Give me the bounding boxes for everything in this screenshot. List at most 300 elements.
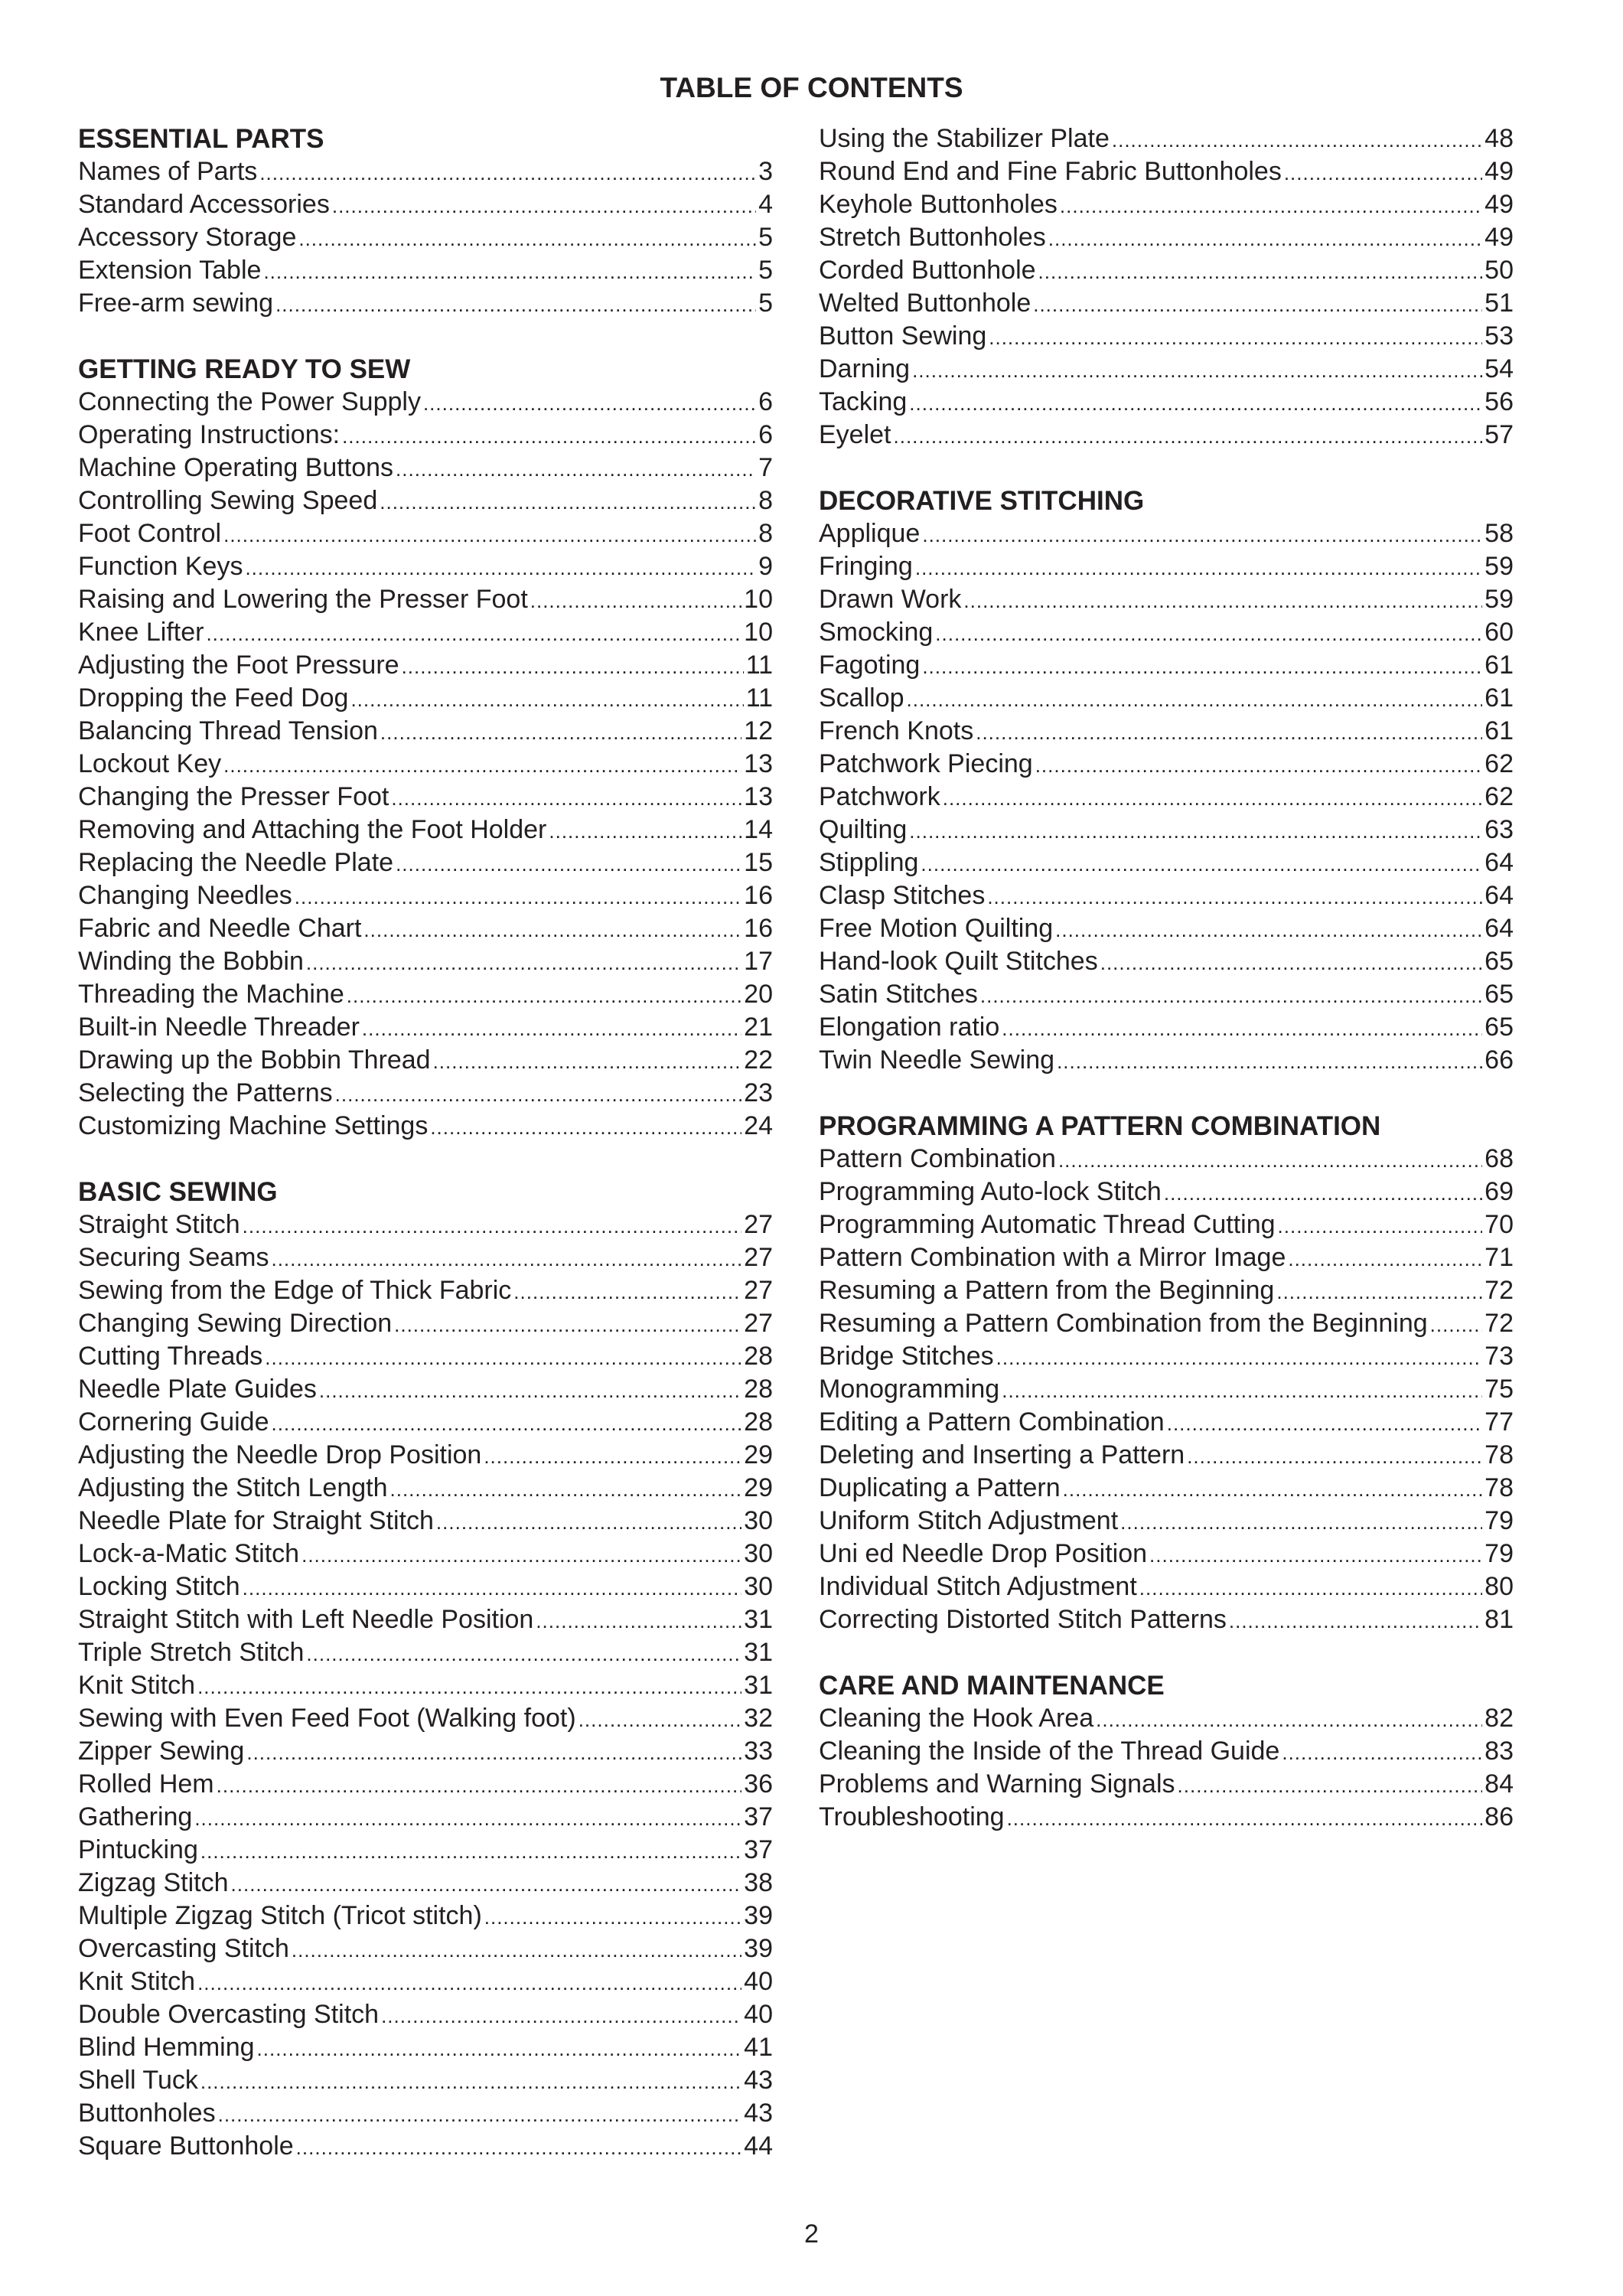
toc-entry	[78, 2064, 773, 2097]
toc-entry-title: Names of Parts	[78, 157, 258, 186]
dot-leader	[1038, 256, 1483, 289]
toc-entry	[819, 912, 1514, 945]
dot-leader	[246, 1737, 741, 1769]
dot-leader	[206, 618, 741, 651]
dot-leader	[271, 1243, 741, 1276]
toc-entry-title: Operating Instructions:	[78, 420, 341, 449]
toc-entry-page: 28	[744, 1375, 773, 1404]
toc-entry	[78, 550, 773, 583]
toc-entry-page: 29	[744, 1473, 773, 1502]
toc-entry	[78, 978, 773, 1011]
toc-entry-title: Free Motion Quilting	[819, 914, 1054, 943]
toc-entry-page: 13	[744, 749, 773, 778]
toc-right-column	[819, 122, 1514, 1867]
dot-leader	[549, 815, 741, 848]
toc-entry-title: Square Buttonhole	[78, 2131, 294, 2161]
dot-leader	[1167, 1407, 1482, 1440]
toc-entry-title: Clasp Stitches	[819, 881, 986, 910]
toc-entry-title: Fagoting	[819, 651, 921, 680]
dot-leader	[362, 1013, 741, 1045]
toc-entry-page: 50	[1484, 256, 1514, 285]
toc-entry	[78, 2097, 773, 2130]
toc-entry	[78, 1011, 773, 1044]
dot-leader	[921, 848, 1482, 881]
toc-entry-page: 39	[744, 1934, 773, 1963]
dot-leader	[306, 947, 741, 980]
toc-entry-title: Problems and Warning Signals	[819, 1769, 1175, 1799]
toc-entry-page: 54	[1484, 354, 1514, 383]
toc-entry	[819, 122, 1514, 155]
dot-leader	[298, 223, 756, 256]
toc-entry	[78, 1538, 773, 1570]
toc-entry-title: Cornering Guide	[78, 1407, 269, 1437]
toc-entry-page: 8	[758, 519, 773, 548]
toc-entry-page: 44	[744, 2131, 773, 2161]
toc-entry-title: Double Overcasting Stitch	[78, 2000, 380, 2029]
toc-entry	[819, 287, 1514, 320]
toc-entry	[78, 1307, 773, 1340]
dot-leader	[513, 1276, 741, 1309]
toc-entry	[78, 2130, 773, 2163]
toc-entry-title: Built-in Needle Threader	[78, 1013, 360, 1042]
dot-leader	[223, 519, 756, 552]
dot-leader	[381, 2000, 741, 2033]
toc-entry	[819, 188, 1514, 221]
dot-leader	[275, 289, 756, 321]
toc-entry	[78, 287, 773, 320]
toc-entry-page: 57	[1484, 420, 1514, 449]
toc-entry-title: Correcting Distorted Stitch Patterns	[819, 1605, 1227, 1634]
toc-entry	[819, 1044, 1514, 1077]
toc-entry	[819, 1702, 1514, 1735]
dot-leader	[197, 1671, 741, 1704]
toc-entry-page: 72	[1484, 1276, 1514, 1305]
dot-leader	[536, 1605, 741, 1638]
toc-entry-page: 5	[758, 289, 773, 318]
toc-entry-page: 27	[744, 1276, 773, 1305]
dot-leader	[394, 1309, 741, 1342]
dot-leader	[1288, 1243, 1482, 1276]
dot-leader	[1120, 1506, 1482, 1539]
toc-left-column	[78, 122, 773, 2196]
toc-entry-page: 80	[1484, 1572, 1514, 1601]
dot-leader	[1033, 289, 1482, 321]
dot-leader	[295, 881, 741, 914]
toc-entry	[819, 1011, 1514, 1044]
toc-entry-page: 62	[1484, 749, 1514, 778]
toc-entry-page: 51	[1484, 289, 1514, 318]
dot-leader	[243, 1210, 742, 1243]
toc-entry-page: 8	[758, 486, 773, 515]
toc-entry-title: Blind Hemming	[78, 2033, 255, 2062]
dot-leader	[296, 2131, 742, 2164]
dot-leader	[1164, 1177, 1482, 1210]
toc-entry-page: 43	[744, 2066, 773, 2095]
dot-leader	[1057, 1045, 1482, 1078]
toc-entry	[819, 254, 1514, 287]
dot-leader	[265, 1342, 741, 1375]
dot-leader	[433, 1045, 742, 1078]
dot-leader	[1002, 1375, 1482, 1407]
toc-entry-page: 75	[1484, 1375, 1514, 1404]
toc-entry-title: Stretch Buttonholes	[819, 223, 1046, 252]
dot-leader	[231, 1868, 742, 1901]
toc-entry-page: 48	[1484, 124, 1514, 153]
toc-entry	[819, 1274, 1514, 1307]
toc-entry-title: Customizing Machine Settings	[78, 1111, 429, 1140]
dot-leader	[1048, 223, 1482, 256]
toc-entry	[819, 353, 1514, 386]
toc-entry-title: Connecting the Power Supply	[78, 387, 421, 416]
dot-leader	[402, 651, 744, 683]
toc-entry-page: 39	[744, 1901, 773, 1930]
toc-entry-title: Fabric and Needle Chart	[78, 914, 362, 943]
toc-entry	[819, 1538, 1514, 1570]
section-heading: BASIC SEWING	[78, 1177, 278, 1207]
toc-entry-title: Pattern Combination	[819, 1144, 1056, 1173]
dot-leader	[912, 354, 1482, 387]
dot-leader	[223, 749, 741, 782]
dot-leader	[1430, 1309, 1483, 1342]
toc-entry-page: 73	[1484, 1342, 1514, 1371]
toc-entry-title: Zipper Sewing	[78, 1737, 245, 1766]
toc-entry	[78, 254, 773, 287]
toc-entry-page: 43	[744, 2099, 773, 2128]
toc-entry-title: Dropping the Feed Dog	[78, 683, 349, 713]
dot-leader	[396, 453, 756, 486]
dot-leader	[200, 2066, 741, 2099]
toc-entry-title: Lock-a-Matic Stitch	[78, 1539, 300, 1568]
toc-entry	[78, 682, 773, 715]
toc-entry	[819, 1143, 1514, 1176]
toc-entry-page: 71	[1484, 1243, 1514, 1272]
toc-entry	[819, 221, 1514, 254]
dot-leader	[996, 1342, 1483, 1375]
toc-entry-title: Securing Seams	[78, 1243, 269, 1272]
dot-leader	[301, 1539, 741, 1572]
toc-entry-title: Balancing Thread Tension	[78, 716, 378, 745]
toc-entry-page: 11	[745, 651, 773, 680]
dot-leader	[943, 782, 1482, 815]
toc-entry	[78, 1472, 773, 1505]
dot-leader	[922, 519, 1482, 552]
toc-entry	[819, 682, 1514, 715]
dot-leader	[350, 683, 743, 716]
toc-entry	[819, 879, 1514, 912]
toc-entry-title: Changing the Presser Foot	[78, 782, 389, 811]
toc-entry	[819, 1208, 1514, 1241]
toc-entry-page: 15	[744, 848, 773, 877]
toc-entry	[78, 1570, 773, 1603]
toc-entry-page: 49	[1484, 223, 1514, 252]
toc-entry	[819, 748, 1514, 781]
toc-entry	[78, 945, 773, 978]
toc-entry-title: Editing a Pattern Combination	[819, 1407, 1165, 1437]
toc-entry-title: Straight Stitch with Left Needle Position	[78, 1605, 534, 1634]
dot-leader	[909, 815, 1482, 848]
toc-entry-title: Knit Stitch	[78, 1967, 196, 1996]
toc-entry-page: 72	[1484, 1309, 1514, 1338]
toc-entry-page: 86	[1484, 1802, 1514, 1831]
toc-entry	[78, 1110, 773, 1143]
toc-entry-page: 28	[744, 1407, 773, 1437]
toc-entry-title: Foot Control	[78, 519, 222, 548]
toc-entry-title: Needle Plate Guides	[78, 1375, 317, 1404]
toc-entry-page: 31	[744, 1671, 773, 1700]
toc-entry-title: Pintucking	[78, 1835, 198, 1864]
dot-leader	[1282, 1737, 1482, 1769]
toc-entry-page: 60	[1484, 618, 1514, 647]
dot-leader	[980, 980, 1482, 1013]
toc-entry-title: Button Sewing	[819, 321, 987, 351]
toc-entry	[78, 1702, 773, 1735]
toc-entry-title: Stippling	[819, 848, 919, 877]
dot-leader	[245, 552, 756, 585]
toc-entry-page: 61	[1484, 716, 1514, 745]
toc-entry-page: 56	[1484, 387, 1514, 416]
toc-entry	[819, 386, 1514, 419]
page-number: 2	[804, 2219, 819, 2249]
dot-leader	[259, 157, 756, 190]
toc-entry-page: 16	[744, 914, 773, 943]
page-title: TABLE OF CONTENTS	[660, 72, 963, 103]
toc-entry-title: Smocking	[819, 618, 934, 647]
toc-entry-page: 30	[744, 1506, 773, 1535]
dot-leader	[390, 1473, 742, 1506]
dot-leader	[257, 2033, 742, 2066]
dot-leader	[1058, 1144, 1482, 1177]
dot-leader	[484, 1440, 741, 1473]
toc-entry	[819, 320, 1514, 353]
toc-entry	[819, 1241, 1514, 1274]
toc-entry-page: 62	[1484, 782, 1514, 811]
toc-entry	[78, 1965, 773, 1998]
toc-entry-title: Twin Needle Sewing	[819, 1045, 1055, 1075]
section-heading: ESSENTIAL PARTS	[78, 124, 324, 154]
toc-entry	[78, 1867, 773, 1900]
section-heading: DECORATIVE STITCHING	[819, 486, 1145, 516]
toc-entry-title: Shell Tuck	[78, 2066, 198, 2095]
dot-leader	[430, 1111, 741, 1144]
toc-entry-title: Fringing	[819, 552, 913, 581]
dot-leader	[1178, 1769, 1483, 1802]
toc-entry-title: Triple Stretch Stitch	[78, 1638, 305, 1667]
dot-leader	[1112, 124, 1482, 157]
toc-entry-title: Zigzag Stitch	[78, 1868, 229, 1897]
toc-entry-page: 53	[1484, 321, 1514, 351]
toc-entry-title: Selecting the Patterns	[78, 1078, 333, 1107]
toc-entry-page: 78	[1484, 1440, 1514, 1469]
toc-entry-title: Individual Stitch Adjustment	[819, 1572, 1137, 1601]
dot-leader	[363, 914, 741, 947]
toc-entry-title: Bridge Stitches	[819, 1342, 994, 1371]
toc-entry	[819, 649, 1514, 682]
toc-section-decorative-stitching	[819, 484, 1514, 1077]
toc-entry-page: 38	[744, 1868, 773, 1897]
toc-entry	[78, 1044, 773, 1077]
toc-entry	[78, 1241, 773, 1274]
toc-entry-title: Locking Stitch	[78, 1572, 240, 1601]
toc-entry-title: Resuming a Pattern Combination from the Beginning	[819, 1309, 1428, 1338]
toc-entry-list	[819, 122, 1514, 452]
dot-leader	[915, 552, 1482, 585]
toc-entry-title: Extension Table	[78, 256, 262, 285]
toc-entry-page: 70	[1484, 1210, 1514, 1239]
toc-entry-title: Resuming a Pattern from the Beginning	[819, 1276, 1275, 1305]
toc-entry	[819, 1373, 1514, 1406]
toc-entry-title: Tacking	[819, 387, 908, 416]
toc-entry-page: 59	[1484, 552, 1514, 581]
toc-section-care-and-maintenance	[819, 1669, 1514, 1834]
toc-entry	[78, 1735, 773, 1768]
toc-entry	[78, 715, 773, 748]
toc-entry-title: Drawn Work	[819, 585, 962, 614]
toc-entry-page: 64	[1484, 914, 1514, 943]
toc-entry-title: Welted Buttonhole	[819, 289, 1031, 318]
toc-entry-title: Changing Needles	[78, 881, 292, 910]
toc-entry	[78, 912, 773, 945]
toc-entry	[78, 1406, 773, 1439]
dot-leader	[1035, 749, 1482, 782]
dot-leader	[306, 1638, 741, 1671]
toc-entry	[78, 221, 773, 254]
toc-entry	[819, 1307, 1514, 1340]
toc-entry-page: 31	[744, 1638, 773, 1667]
toc-entry	[78, 2031, 773, 2064]
dot-leader	[197, 1967, 741, 2000]
toc-entry-list	[78, 1208, 773, 2163]
toc-entry	[819, 1735, 1514, 1768]
dot-leader	[1276, 1276, 1482, 1309]
toc-entry-title: Cleaning the Hook Area	[819, 1704, 1094, 1733]
dot-leader	[530, 585, 741, 618]
toc-entry	[819, 1570, 1514, 1603]
toc-entry-title: Pattern Combination with a Mirror Image	[819, 1243, 1286, 1272]
dot-leader	[1007, 1802, 1483, 1835]
toc-entry-page: 79	[1484, 1539, 1514, 1568]
toc-entry-title: Replacing the Needle Plate	[78, 848, 394, 877]
toc-entry	[819, 1406, 1514, 1439]
toc-entry-title: Patchwork	[819, 782, 940, 811]
dot-leader	[922, 651, 1482, 683]
toc-entry-title: Deleting and Inserting a Pattern	[819, 1440, 1185, 1469]
toc-entry	[819, 155, 1514, 188]
toc-entry-title: Duplicating a Pattern	[819, 1473, 1061, 1502]
toc-entry-page: 20	[744, 980, 773, 1009]
toc-entry-title: Threading the Machine	[78, 980, 344, 1009]
toc-entry-title: Quilting	[819, 815, 908, 844]
dot-leader	[987, 881, 1482, 914]
toc-entry-page: 77	[1484, 1407, 1514, 1437]
toc-entry-page: 27	[744, 1210, 773, 1239]
toc-entry-title: Straight Stitch	[78, 1210, 240, 1239]
toc-entry	[78, 517, 773, 550]
section-heading: CARE AND MAINTENANCE	[819, 1671, 1165, 1701]
toc-entry	[819, 1176, 1514, 1208]
toc-entry-page: 49	[1484, 157, 1514, 186]
toc-entry-title: Applique	[819, 519, 921, 548]
toc-entry-title: Satin Stitches	[819, 980, 978, 1009]
toc-entry-title: Sewing from the Edge of Thick Fabric	[78, 1276, 512, 1305]
toc-entry	[78, 1373, 773, 1406]
toc-entry	[78, 879, 773, 912]
toc-entry	[78, 1208, 773, 1241]
dot-leader	[963, 585, 1482, 618]
toc-section-programming-a-pattern-combination	[819, 1110, 1514, 1636]
toc-entry-page: 27	[744, 1309, 773, 1338]
toc-entry-page: 5	[758, 223, 773, 252]
dot-leader	[436, 1506, 741, 1539]
toc-entry-title: Removing and Attaching the Foot Holder	[78, 815, 547, 844]
toc-section-getting-ready-to-sew	[78, 353, 773, 1143]
dot-leader	[391, 782, 741, 815]
toc-entry-list	[819, 1702, 1514, 1834]
toc-entry-page: 40	[744, 2000, 773, 2029]
toc-entry	[819, 1801, 1514, 1834]
toc-entry	[819, 583, 1514, 616]
toc-entry-page: 30	[744, 1539, 773, 1568]
toc-entry-title: Programming Automatic Thread Cutting	[819, 1210, 1276, 1239]
dot-leader	[200, 1835, 741, 1868]
toc-entry-page: 36	[744, 1769, 773, 1799]
toc-entry-page: 68	[1484, 1144, 1514, 1173]
toc-entry-title: Knit Stitch	[78, 1671, 196, 1700]
toc-entry-title: Buttonholes	[78, 2099, 216, 2128]
toc-entry-page: 14	[744, 815, 773, 844]
toc-entry-title: Winding the Bobbin	[78, 947, 304, 976]
toc-entry-page: 58	[1484, 519, 1514, 548]
toc-entry-title: Adjusting the Stitch Length	[78, 1473, 388, 1502]
toc-entry-title: Machine Operating Buttons	[78, 453, 394, 482]
toc-entry-page: 37	[744, 1802, 773, 1831]
toc-entry	[819, 419, 1514, 452]
toc-entry-page: 28	[744, 1342, 773, 1371]
dot-leader	[1100, 947, 1482, 980]
toc-entry-page: 65	[1484, 1013, 1514, 1042]
toc-entry-title: Cutting Threads	[78, 1342, 263, 1371]
dot-leader	[976, 716, 1482, 749]
toc-entry-page: 24	[744, 1111, 773, 1140]
toc-entry	[819, 781, 1514, 814]
toc-entry-page: 16	[744, 881, 773, 910]
toc-entry-page: 64	[1484, 848, 1514, 877]
toc-entry	[819, 1603, 1514, 1636]
toc-entry-title: Cleaning the Inside of the Thread Guide	[819, 1737, 1280, 1766]
dot-leader	[1002, 1013, 1482, 1045]
toc-entry-title: Function Keys	[78, 552, 243, 581]
toc-entry-title: Standard Accessories	[78, 190, 330, 219]
toc-entry	[819, 1340, 1514, 1373]
dot-leader	[578, 1704, 741, 1737]
toc-entry	[78, 1505, 773, 1538]
toc-section-continued	[819, 122, 1514, 452]
toc-entry-page: 83	[1484, 1737, 1514, 1766]
toc-entry-title: Round End and Fine Fabric Buttonholes	[819, 157, 1282, 186]
toc-entry-page: 40	[744, 1967, 773, 1996]
toc-entry-page: 63	[1484, 815, 1514, 844]
toc-entry	[78, 748, 773, 781]
dot-leader	[989, 321, 1482, 354]
dot-leader	[423, 387, 756, 420]
dot-leader	[243, 1572, 742, 1605]
toc-entry-page: 13	[744, 782, 773, 811]
toc-entry-title: Eyelet	[819, 420, 891, 449]
toc-entry-title: Accessory Storage	[78, 223, 297, 252]
toc-entry-page: 23	[744, 1078, 773, 1107]
toc-entry-title: Troubleshooting	[819, 1802, 1005, 1831]
toc-entry	[78, 616, 773, 649]
toc-entry	[78, 846, 773, 879]
